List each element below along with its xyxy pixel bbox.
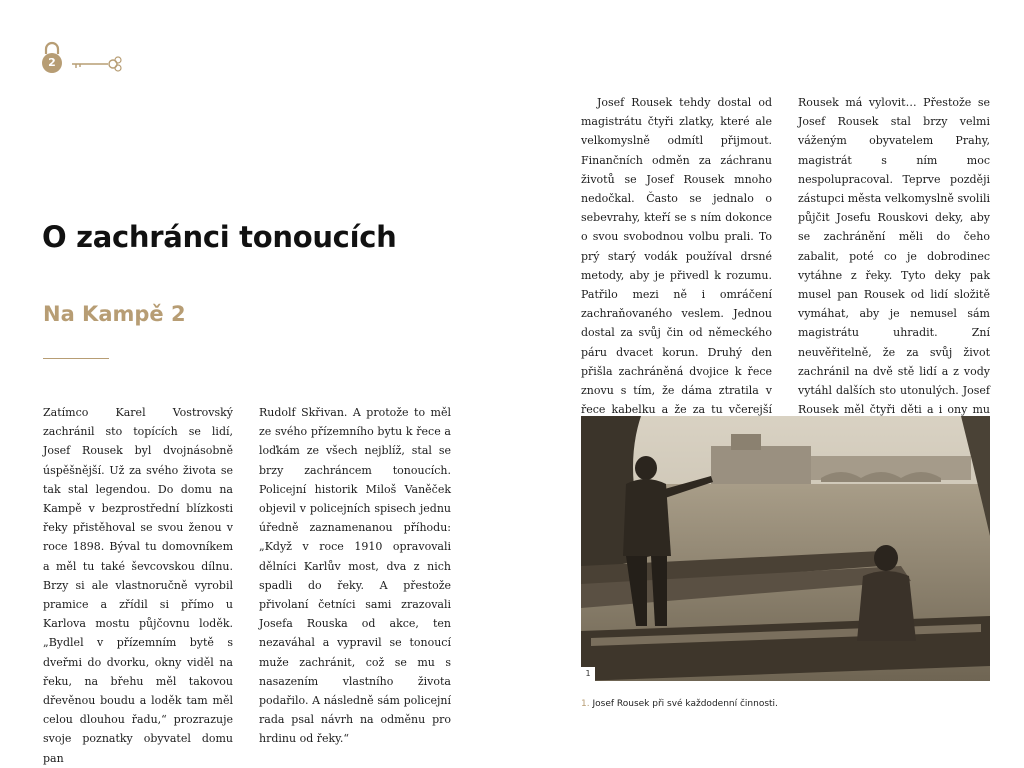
text-column-4 xyxy=(798,93,990,458)
paragraph: Zatímco Karel Vostrovský zachránil sto topících se lidí, Josef Rousek byl dvojnásobně úspěšnější. Už za svého života se tak stal legendou. Do domu na Kampě v bezprostřední blízkosti řeky přistěhoval se svou ženou v roce 1898. Býval tu domovníkem a měl tu také ševcovskou dílnu. Brzy si ale vlastnoručně vyrobil pramice a zřídil si přímo u Karlova mostu půjčovnu loděk. „Bydlel v přízemním bytě s dveřmi do dvorku, okny viděl na řeku, na břehu měl takovou dřevěnou boudu a loděk tam měl celou dlouhou řadu,“ prozrazuje svoje poznatky obyvatel domu pan xyxy=(43,406,233,765)
historical-photo xyxy=(581,416,990,681)
photo-number: 1 xyxy=(581,667,595,681)
section-subtitle: Na Kampě 2 xyxy=(43,302,186,326)
paragraph: Rudolf Skřivan. A protože to měl ze svého přízemního bytu k řece a loďkám ze všech nejblíž, stal se brzy zachráncem tonoucích. Policejní historik Miloš Vaněček objevil v policejních spisech jednu úředně zaznamenanou příhodu: „Když v roce 1910 opravovali dělníci Karlův most, dva z nich spadli do řeky. A přestože přivolaní četníci sami zrazovali Josefa Rouska od akce, ten nezaváhal a vypravil se tonoucí muže zachránit, což se mu s nasazením vlastního života podařilo. A následně sám policejní rada psal návrh na odměnu pro hrdinu od řeky.“ xyxy=(259,406,451,746)
chapter-number: 2 xyxy=(42,53,62,73)
paragraph: Rousek má vylovit… Přestože se Josef Rousek stal brzy velmi váženým obyvatelem Prahy, magistrát s ním moc nespolupracoval. Teprve později zástupci města velkomyslně svolili půjčit Josefu Rouskovi deky, aby se zachránění měli do čeho zabalit, poté co je dobrodinec vytáhne z řeky. Tyto deky pak musel pan Rousek od lidí složitě vymáhat, aby je nemusel sám magistrátu uhradit. Zní neuvěřitelně, že za svůj život zachránil na dvě stě lidí a z vody vytáhl dalších sto utonulých. Josef Rousek měl čtyři děti a i ony mu xyxy=(798,96,990,417)
text-column-3 xyxy=(581,93,772,439)
page-title: O zachránci tonoucích xyxy=(42,220,397,254)
chapter-badge xyxy=(40,40,124,76)
text-column-1 xyxy=(43,403,233,768)
key-icon xyxy=(68,54,128,74)
caption-number: 1. xyxy=(581,699,590,709)
text-column-2 xyxy=(259,403,451,749)
paragraph: Josef Rousek tehdy dostal od magistrátu čtyři zlatky, které ale velkomyslně odmítl přijmout. Finančních odměn za záchranu životů se Josef Rousek mnoho nedočkal. Často se jednalo o sebevrahy, kteří se s ním dokonce o svou svobodnou volbu prali. To prý starý vodák používal drsné metody, aby je přivedl k rozumu. Patřilo mezi ně i omráčení zachraňovaného veslem. Jednou dostal za svůj čin od německého páru dvacet korun. Druhý den přišla zachráněná dvojice k řece znovu s tím, že dáma ztratila v řece kabelku a že za tu včerejší xyxy=(581,96,772,417)
photo-caption xyxy=(581,699,778,709)
divider xyxy=(43,358,109,359)
caption-text: Josef Rousek při své každodenní činnosti. xyxy=(592,699,778,709)
